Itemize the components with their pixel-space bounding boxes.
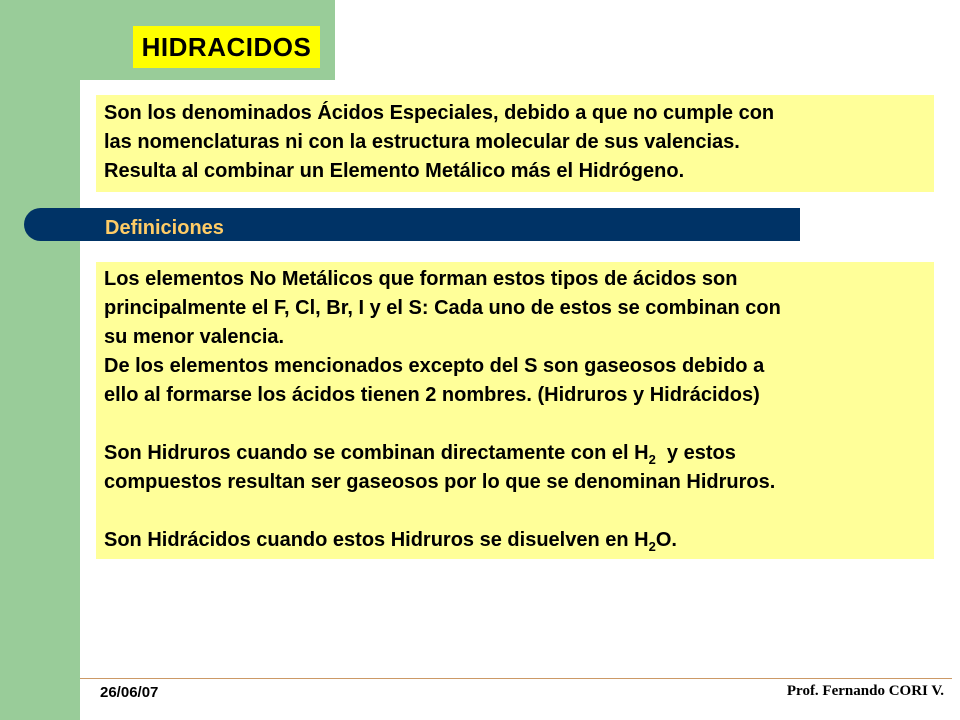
section-header-label: Definiciones: [105, 217, 224, 239]
hidruros-text-tail: y estos: [655, 442, 736, 464]
body-line: principalmente el F, Cl, Br, I y el S: Cada uno de estos se combinan con: [104, 297, 781, 319]
footer-divider: [80, 678, 952, 679]
water-subscript: 2: [648, 539, 656, 554]
intro-line: las nomenclaturas ni con la estructura molecular de sus valencias.: [104, 131, 740, 153]
hidracidos-text-tail: O.: [655, 529, 677, 551]
body-line: Los elementos No Metálicos que forman estos tipos de ácidos son: [104, 268, 738, 290]
body-line: ello al formarse los ácidos tienen 2 nombres. (Hidruros y Hidrácidos): [104, 384, 760, 406]
hidruros-text: Son Hidruros cuando se combinan directamente con el H: [104, 442, 649, 464]
hidracidos-line: [104, 526, 926, 555]
paragraph-gap: [104, 497, 926, 526]
body-line: su menor valencia.: [104, 326, 285, 348]
footer-author: Prof. Fernando CORI V.: [786, 683, 944, 699]
hidrogen-subscript: 2: [648, 452, 656, 467]
intro-line: Son los denominados Ácidos Especiales, debido a que no cumple con: [104, 102, 775, 124]
hidruros-line: [104, 439, 926, 468]
body-line: De los elementos mencionados excepto del S son gaseosos debido a: [104, 355, 765, 377]
body-line: compuestos resultan ser gaseosos por lo que se denominan Hidruros.: [104, 471, 776, 493]
definitions-text-box: [96, 262, 934, 559]
hidracidos-text: Son Hidrácidos cuando estos Hidruros se disuelven en H: [104, 529, 649, 551]
frame-left-bar: [0, 0, 80, 720]
slide-title: HIDRACIDOS: [133, 26, 320, 68]
intro-line: Resulta al combinar un Elemento Metálico más el Hidrógeno.: [104, 160, 685, 182]
footer-date: 26/06/07: [100, 684, 159, 701]
intro-text-box: [96, 95, 934, 192]
paragraph-gap: [104, 410, 926, 439]
